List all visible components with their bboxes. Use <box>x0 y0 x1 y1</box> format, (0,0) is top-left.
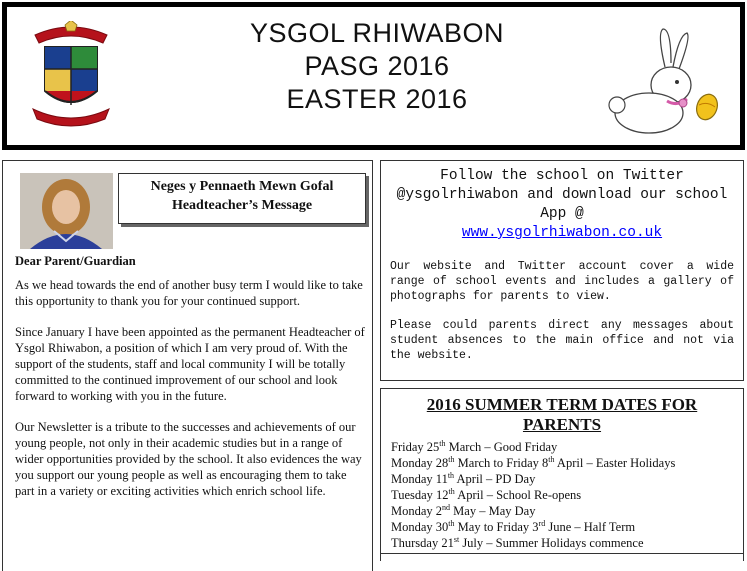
term-dates-list <box>391 439 743 551</box>
term-date-item: Friday 25th March – Good Friday <box>391 438 558 454</box>
twitter-paragraph: Our website and Twitter account cover a wide range of school events and includes a gallery of photographs for parents to view. <box>390 260 734 303</box>
term-dates-title-line-1: 2016 SUMMER TERM DATES FOR <box>426 395 698 414</box>
letter-paragraph: As we head towards the end of another busy term I would like to take this opportunity to thank you for your continued support. <box>15 278 363 308</box>
title-line-school: YSGOL RHIWABON <box>249 18 505 48</box>
heading-welsh: Neges y Pennaeth Mewn Gofal <box>150 179 334 194</box>
website-link[interactable]: www.ysgolrhiwabon.co.uk <box>461 225 663 241</box>
headteacher-message-heading <box>118 173 366 224</box>
divider <box>381 553 743 554</box>
easter-bunny-illustration <box>607 27 727 135</box>
twitter-line-3: App @ <box>540 206 584 222</box>
term-dates-title-line-2: PARENTS <box>522 415 602 434</box>
twitter-body <box>390 259 734 363</box>
twitter-paragraph: Please could parents direct any messages about student absences to the main office and not via the website. <box>390 319 734 362</box>
twitter-line-1: Follow the school on Twitter <box>440 168 684 184</box>
headteacher-letter <box>15 253 365 514</box>
term-date-item: Monday 28th March to Friday 8th April – Easter Holidays <box>391 454 676 470</box>
term-date-item: Thursday 21st July – Summer Holidays commence <box>391 534 644 550</box>
school-crest-logo <box>31 21 111 129</box>
heading-english: Headteacher’s Message <box>171 198 313 213</box>
term-dates-title <box>381 395 743 435</box>
newsletter-header <box>2 2 745 150</box>
term-dates-box <box>380 388 744 561</box>
headteacher-photo <box>20 173 113 249</box>
twitter-line-2: @ysgolrhiwabon and download our school <box>396 187 728 203</box>
headteacher-section <box>2 160 373 571</box>
title-line-easter: EASTER 2016 <box>286 84 468 114</box>
term-date-item: Monday 30th May to Friday 3rd June – Half Term <box>391 518 636 534</box>
term-date-item: Tuesday 12th April – School Re-opens <box>391 486 582 502</box>
letter-paragraph: Our Newsletter is a tribute to the successes and achievements of our young people, not only in their academic studies but in a range of wider opportunities provided by the school. It also evidences the way you support our young people as well as encouraging them to take part in a variety or exciting activities which enrich school life. <box>15 420 362 498</box>
term-date-item: Monday 2nd May – May Day <box>391 502 536 518</box>
title-line-pasg: PASG 2016 <box>304 51 450 81</box>
twitter-heading <box>381 167 743 243</box>
salutation: Dear Parent/Guardian <box>15 254 136 268</box>
letter-paragraph: Since January I have been appointed as the permanent Headteacher of Ysgol Rhiwabon, a position of which I am very proud of. With the support of the students, staff and local community I will be totally committed to the continued improvement of our school and look forward to working with you in the future. <box>15 325 365 403</box>
term-date-item: Monday 11th April – PD Day <box>391 470 536 486</box>
twitter-info-box <box>380 160 744 381</box>
